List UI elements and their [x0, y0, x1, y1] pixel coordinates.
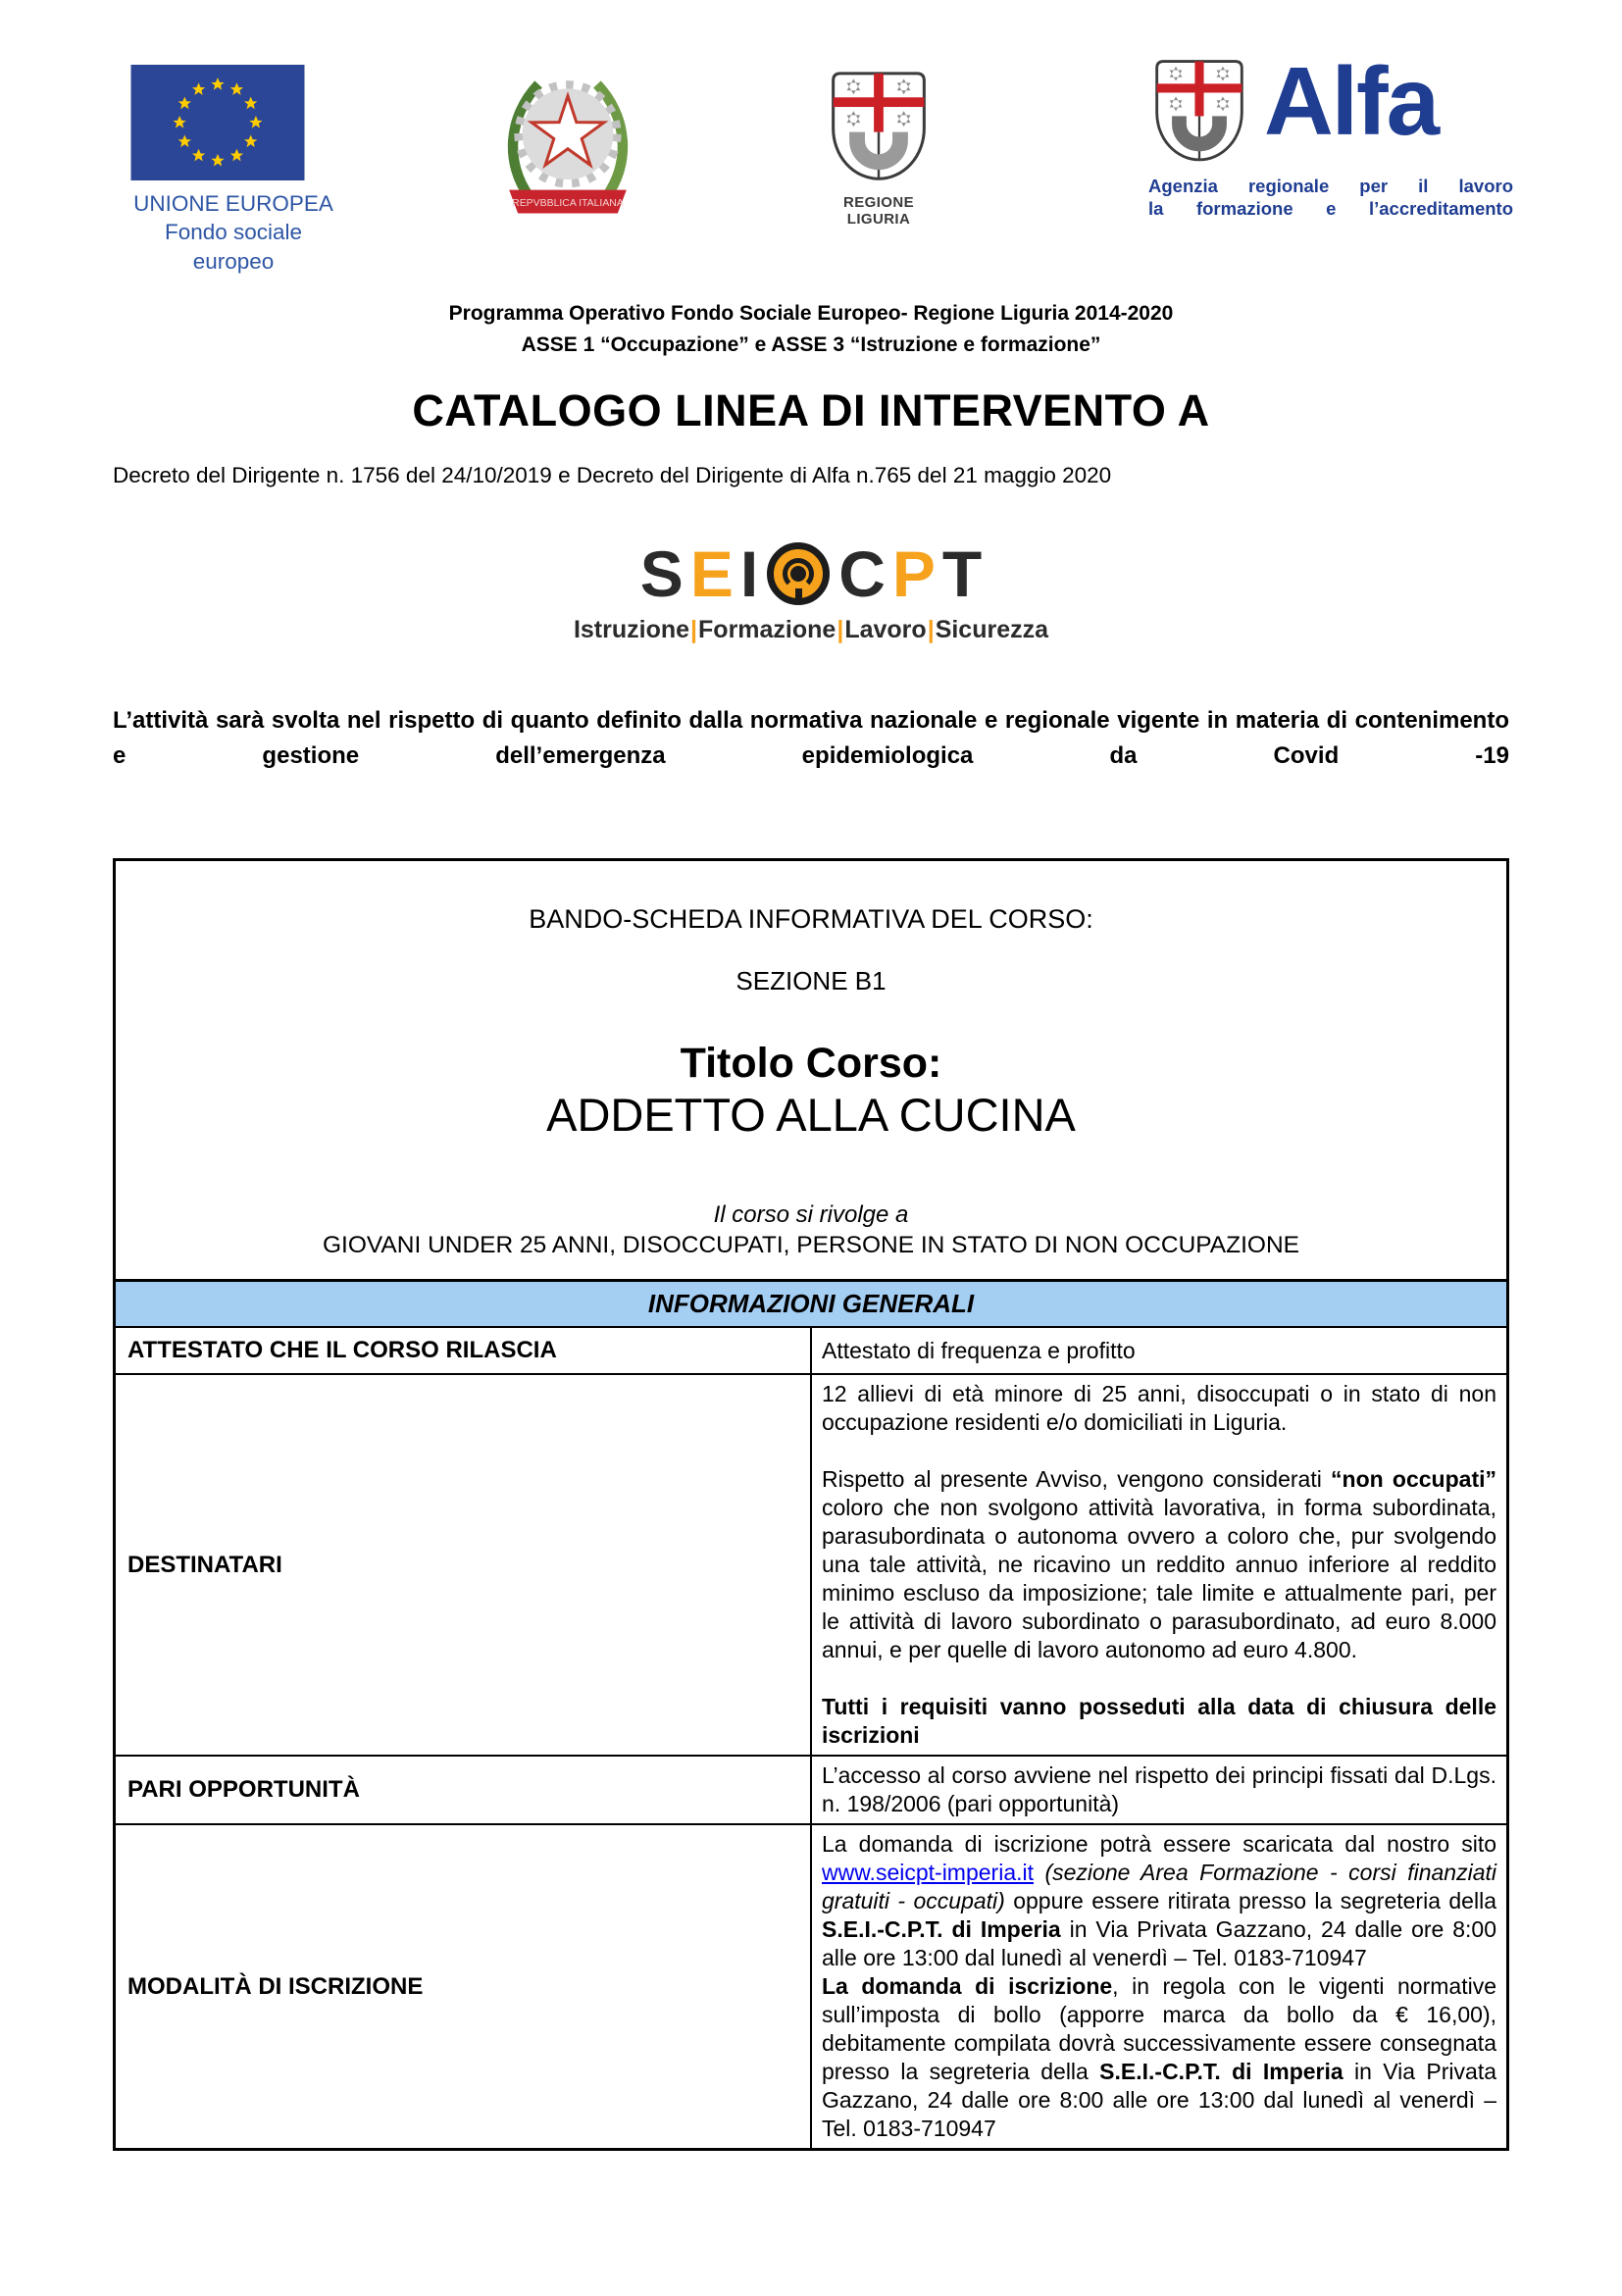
table-row	[115, 1824, 1508, 2150]
seicpt-letter-i: I	[739, 537, 759, 610]
seicpt-separator-icon: |	[836, 616, 844, 643]
modalita-paragraph-2	[822, 1972, 1496, 2143]
destinatari-p2-text: coloro che non svolgono attività lavorativa, in forma subordinata, parasubordinata o autonoma ovvero a coloro che, pur svolgendo una tale attività, ne ricavino un reddito annuo inferiore al reddito minimo escluso da imposizione; tale limite e attualmente pari, per le attività di lavoro subordinato o parasubordinato, ad euro 8.000 annui, e per quelle di lavoro autonomo ad euro 4.800.	[822, 1495, 1496, 1662]
seicpt-letter-t: T	[941, 537, 983, 610]
destinatari-paragraph-3	[822, 1693, 1496, 1750]
eu-caption-line1: UNIONE EUROPEA	[133, 191, 333, 216]
italy-emblem-logo	[493, 61, 642, 230]
alfa-wordmark: Alfa	[1264, 47, 1439, 155]
seicpt-separator-icon: |	[690, 616, 698, 643]
course-audience: GIOVANI UNDER 25 ANNI, DISOCCUPATI, PERSONE IN STATO DI NON OCCUPAZIONE	[322, 1232, 1300, 1258]
seicpt-camera-icon	[767, 542, 830, 605]
program-line1: Programma Operativo Fondo Sociale Europeo- Regione Liguria 2014-2020	[448, 302, 1174, 325]
pari-opportunita-label: PARI OPPORTUNITÀ	[115, 1756, 812, 1824]
modalita-p1-text: in Via Privata Gazzano, 24 dalle ore 8:00 alle ore 13:00 dal lunedì al venerdì – Tel. 0183-710947	[822, 1916, 1497, 1970]
pari-opportunita-value: L’accesso al corso avviene nel rispetto dei principi fissati dal D.Lgs. n. 198/2006 (pari opportunità)	[811, 1756, 1508, 1824]
modalita-iscrizione-value	[811, 1824, 1508, 2150]
program-line2: ASSE 1 “Occupazione” e ASSE 3 “Istruzione e formazione”	[521, 332, 1101, 356]
seicpt-tagline	[113, 616, 1509, 644]
eu-caption-line2: Fondo sociale europeo	[164, 220, 303, 274]
seicpt-tagline-word3: Lavoro	[844, 616, 927, 643]
seicpt-wordmark	[639, 537, 983, 610]
eu-flag-icon	[130, 65, 305, 180]
liguria-shield-icon	[821, 69, 937, 188]
modalita-p1-bold: S.E.I.-C.P.T. di Imperia	[822, 1916, 1061, 1942]
course-info-box	[113, 858, 1509, 1279]
destinatari-label: DESTINATARI	[115, 1374, 812, 1756]
table-row	[115, 1374, 1508, 1756]
eu-logo	[130, 65, 336, 276]
modalita-p2-bold: S.E.I.-C.P.T. di Imperia	[1099, 2059, 1343, 2084]
destinatari-paragraph-2	[822, 1465, 1496, 1664]
course-box-heading: BANDO-SCHEDA INFORMATIVA DEL CORSO:	[529, 904, 1093, 934]
decree-line: Decreto del Dirigente n. 1756 del 24/10/2019 e Decreto del Dirigente di Alfa n.765 del 21 maggio 2020	[113, 463, 1112, 487]
table-row	[115, 1327, 1508, 1374]
modalita-iscrizione-label: MODALITÀ DI ISCRIZIONE	[115, 1824, 812, 2150]
seicpt-letter-e: E	[689, 537, 734, 610]
liguria-caption: REGIONE LIGURIA	[843, 194, 914, 228]
table-header: INFORMAZIONI GENERALI	[115, 1281, 1508, 1328]
program-header	[113, 298, 1509, 360]
page-title: CATALOGO LINEA DI INTERVENTO A	[412, 385, 1210, 435]
destinatari-paragraph-1: 12 allievi di età minore di 25 anni, disoccupati o in stato di non occupazione residenti e/o domiciliati in Liguria.	[822, 1381, 1496, 1435]
attestato-value: Attestato di frequenza e profitto	[811, 1327, 1508, 1374]
modalita-paragraph-1	[822, 1830, 1496, 1972]
alfa-tagline-line1: Agenzia regionale per il lavoro	[1148, 176, 1513, 196]
course-title: ADDETTO ALLA CUCINA	[546, 1089, 1076, 1141]
destinatari-value	[811, 1374, 1508, 1756]
logos-row	[113, 47, 1513, 274]
seicpt-logo	[113, 537, 1509, 644]
table-row	[115, 1756, 1508, 1824]
alfa-shield-icon	[1148, 57, 1250, 169]
course-box-section: SEZIONE B1	[735, 966, 887, 995]
attestato-label: ATTESTATO CHE IL CORSO RILASCIA	[115, 1327, 812, 1374]
seicpt-letter-s: S	[639, 537, 684, 610]
italy-ribbon-text: REPVBBLICA ITALIANA	[512, 198, 624, 210]
italy-emblem-icon	[493, 61, 642, 230]
seicpt-tagline-word1: Istruzione	[573, 616, 690, 643]
general-info-table	[113, 1279, 1509, 2151]
modalita-p1-text: La domanda di iscrizione potrà essere scaricata dal nostro sito	[822, 1831, 1496, 1857]
destinatari-p2-bold: “non occupati”	[1331, 1466, 1496, 1492]
modalita-p1-text: oppure essere ritirata presso la segreteria della	[1004, 1888, 1496, 1913]
seicpt-separator-icon: |	[927, 616, 935, 643]
regione-liguria-logo	[815, 69, 942, 228]
seicpt-tagline-word2: Formazione	[698, 616, 836, 643]
course-audience-intro: Il corso si rivolge a	[713, 1201, 909, 1228]
destinatari-requirements-bold: Tutti i requisiti vanno posseduti alla data di chiusura delle iscrizioni	[822, 1694, 1496, 1748]
covid-notice: L’attività sarà svolta nel rispetto di quanto definito dalla normativa nazionale e regionale vigente in materia di contenimento e gestione dell’emergenza epidemiologica da Covid -19	[113, 707, 1509, 769]
seicpt-website-link[interactable]: www.seicpt-imperia.it	[822, 1860, 1034, 1885]
table-header-row	[115, 1281, 1508, 1328]
alfa-logo	[1148, 47, 1513, 220]
modalita-p2-text: , in regola con le vigenti normative sull’imposta di bollo (apporre marca da bollo da € 16,00), debitamente compilata dovrà successivamente essere consegnata presso la segreteria della	[822, 1973, 1496, 2084]
destinatari-p2-text: Rispetto al presente Avviso, vengono considerati	[822, 1466, 1332, 1492]
modalita-p2-bold: La domanda di iscrizione	[822, 1973, 1113, 1999]
modalita-p2-text: in Via Privata Gazzano, 24 dalle ore 8:00 alle ore 13:00 dal lunedì al venerdì – Tel. 0183-710947	[822, 2059, 1497, 2141]
seicpt-tagline-word4: Sicurezza	[935, 616, 1049, 643]
seicpt-letter-p: P	[891, 537, 936, 610]
course-title-label: Titolo Corso:	[680, 1040, 942, 1087]
alfa-tagline-line2: la formazione e l’accreditamento	[1148, 198, 1513, 220]
seicpt-letter-c: C	[838, 537, 886, 610]
modalita-p1-italic: (sezione Area Formazione - corsi finanziati gratuiti - occupati)	[822, 1860, 1496, 1913]
